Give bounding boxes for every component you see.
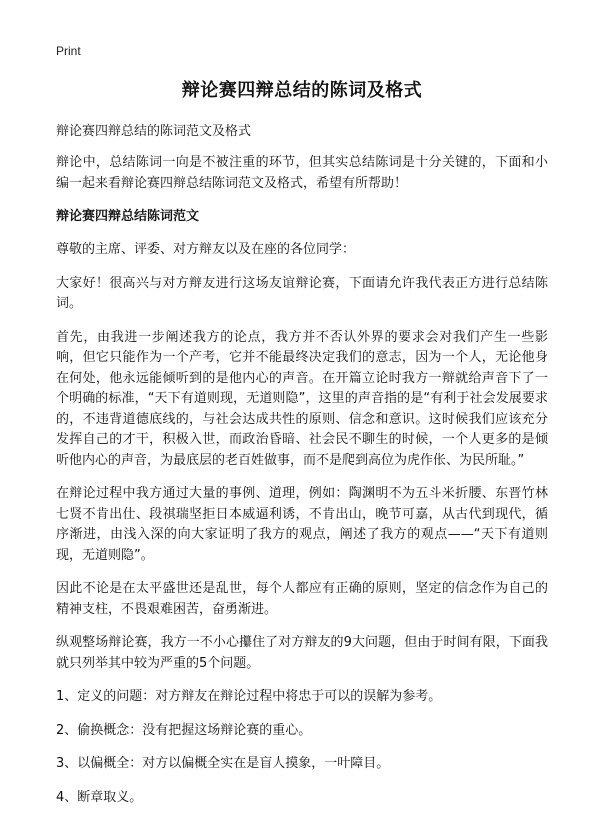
evidence-paragraph: 在辩论过程中我方通过大量的事例、道理，例如：陶渊明不为五斗米折腰、东晋竹林七贤不肯出仕、段祺瑞坚拒日本威逼利诱，不肯出山，晚节可嘉，从古代到现代，循序渐进，由浅入深的向大家证明了我方的观点，阐述了我方的观点——“天下有道则现，无道则隐”。 [56, 486, 548, 563]
greeting-paragraph: 大家好！很高兴与对方辩友进行这场友谊辩论赛，下面请允许我代表正方进行总结陈词。 [56, 275, 548, 311]
salutation-paragraph: 尊敬的主席、评委、对方辩友以及在座的各位同学： [56, 242, 356, 257]
principle-paragraph: 因此不论是在太平盛世还是乱世，每个人都应有正确的原则，坚定的信念作为自己的精神支柱，不畏艰难困苦，奋勇渐进。 [56, 581, 548, 617]
intro-paragraph: 辩论中，总结陈词一向是不被注重的环节，但其实总结陈词是十分关键的，下面和小编一起来看辩论赛四辩总结陈词范文及格式，希望有所帮助！ [56, 155, 548, 191]
section-heading: 辩论赛四辩总结陈词范文 [56, 209, 200, 224]
list-item: 3、以偏概全：对方以偏概全实在是盲人摸象，一叶障目。 [56, 756, 390, 771]
list-item: 1、定义的问题：对方辩友在辩论过程中将忠于可以的误解为参考。 [56, 689, 442, 704]
overview-paragraph: 纵观整场辩论赛，我方一不小心攥住了对方辩友的9大问题，但由于时间有限，下面我就只列举其中较为严重的5个问题。 [56, 635, 548, 671]
page-title: 辩论赛四辩总结的陈词及格式 [181, 80, 423, 101]
print-label: Print [56, 44, 81, 58]
argument-paragraph: 首先，由我进一步阐述我方的论点，我方并不否认外界的要求会对我们产生一些影响，但它只能作为一个产考，它并不能最终决定我们的意志，因为一个人，无论他身在何处，他永远能倾听到的是他内心的声音。在开篇立论时我方一辩就给声音下了一个明确的标准，“天下有道则现，无道则隐”，这里的声音指的是“有利于社会发展要求的，不违背道德底线的，与社会达成共性的原则、信念和意识。这时候我们应该充分发挥自己的才干，积极入世，而政治昏暗、社会民不聊生的时候，一个人更多的是倾听他内心的声音，为最底层的老百姓做事，而不是爬到高位为虎作伥、为民所耻。” [56, 329, 548, 468]
list-item: 4、断章取义。 [56, 789, 143, 805]
document-subtitle: 辩论赛四辩总结的陈词范文及格式 [56, 124, 252, 139]
list-item: 2、偷换概念：没有把握这场辩论赛的重心。 [56, 722, 312, 738]
